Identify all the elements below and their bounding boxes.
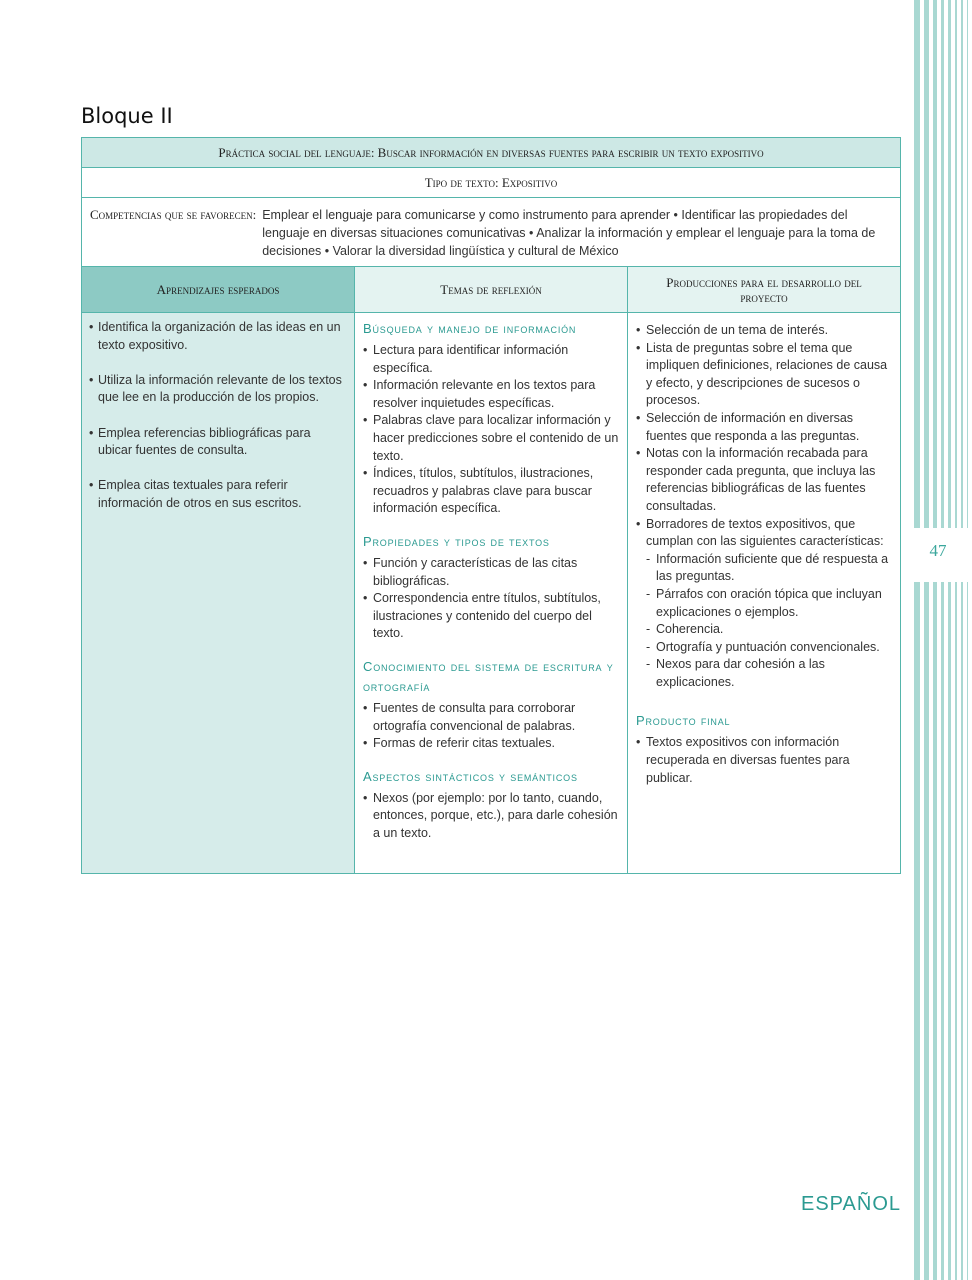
sub-item: - Nexos para dar cohesión a las explicaciones. (646, 657, 825, 689)
tema-section (363, 319, 621, 518)
tema-section (363, 532, 621, 643)
list-item: • Emplea citas textuales para referir información de otros en sus escritos. (89, 478, 302, 510)
list-item: • Emplea referencias bibliográficas para ubicar fuentes de consulta. (89, 425, 311, 458)
sub-item: - Ortografía y puntuación convencionales. (646, 639, 880, 654)
header-producciones: Producciones para el desarrollo del proyecto (628, 267, 900, 312)
sub-item: - Coherencia. (646, 622, 724, 637)
table-body (82, 313, 900, 873)
producto-final-title: Producto final (636, 713, 731, 729)
list-item: • Textos expositivos con información recuperada en diversas fuentes para publicar. (636, 735, 850, 785)
section-title: Propiedades y tipos de textos (363, 533, 550, 549)
block-title: Bloque II (81, 104, 173, 129)
page-number: 47 (929, 541, 947, 560)
tipo-texto-row: Tipo de texto: Expositivo (82, 168, 900, 198)
header-aprendizajes: Aprendizajes esperados (82, 267, 355, 312)
subject-label: ESPAÑOL (801, 1193, 901, 1215)
list-item: • Función y características de las citas bibliográficas. (363, 555, 578, 588)
section-title: Búsqueda y manejo de información (363, 321, 577, 336)
sub-item: - Párrafos con oración tópica que incluyan explicaciones o ejemplos. (646, 586, 882, 619)
list-item: • Selección de un tema de interés. (636, 323, 829, 337)
list-item: • Borradores de textos expositivos, que cumplan con las siguientes características: (636, 516, 884, 549)
competencias-label: Competencias que se favorecen: (90, 207, 257, 222)
temas-column (355, 313, 628, 873)
producciones-column (628, 313, 900, 873)
list-item: • Correspondencia entre títulos, subtítulos, ilustraciones y contenido del cuerpo del texto. (363, 591, 601, 641)
list-item: • Lista de preguntas sobre el tema que impliquen definiciones, relaciones de causa y efecto, y descripciones de sucesos o procesos. (636, 340, 888, 408)
list-item: • Información relevante en los textos para resolver inquietudes específicas. (363, 378, 596, 410)
list-item: • Índices, títulos, subtítulos, ilustraciones, recuadros y palabras clave para buscar información específica. (363, 466, 594, 516)
column-headers (82, 267, 900, 313)
list-item: • Palabras clave para localizar información y hacer predicciones sobre el contenido de un texto. (363, 413, 619, 463)
practica-row: Práctica social del lenguaje: Buscar información en diversas fuentes para escribir un texto expositivo (82, 138, 900, 168)
list-item: • Utiliza la información relevante de los textos que lee en la producción de los propios. (89, 372, 342, 405)
section-title: Aspectos sintácticos y semánticos (363, 768, 578, 784)
list-item: • Identifica la organización de las ideas en un texto expositivo. (89, 320, 341, 352)
list-item: • Fuentes de consulta para corroborar ortografía convencional de palabras. (363, 700, 576, 733)
list-item: • Notas con la información recabada para responder cada pregunta, que incluya las referencias bibliográficas de las fuentes consultadas. (636, 446, 876, 513)
tema-section (363, 657, 621, 753)
tema-section (363, 767, 621, 843)
sub-item: - Información suficiente que dé respuesta a las preguntas. (646, 551, 889, 584)
program-table (81, 137, 901, 874)
header-temas: Temas de reflexión (355, 267, 628, 312)
section-title: Conocimiento del sistema de escritura y ortografía (363, 658, 614, 694)
list-item: • Lectura para identificar información específica. (363, 343, 569, 375)
aprendizajes-column (82, 313, 355, 873)
list-item: • Selección de información en diversas fuentes que responda a las preguntas. (636, 410, 860, 443)
list-item: • Nexos (por ejemplo: por lo tanto, cuando, entonces, porque, etc.), para darle cohesión a un texto. (363, 790, 618, 840)
list-item: • Formas de referir citas textuales. (363, 736, 556, 751)
competencias-row (82, 198, 900, 267)
competencias-text: Emplear el lenguaje para comunicarse y como instrumento para aprender • Identificar las propiedades del lenguaje en diversas situaciones comunicativas • Analizar la información y emplear el lenguaje para la toma de decisiones • Valorar la diversidad lingüística y cultural de México (262, 208, 876, 258)
decorative-stripes (914, 0, 972, 1280)
